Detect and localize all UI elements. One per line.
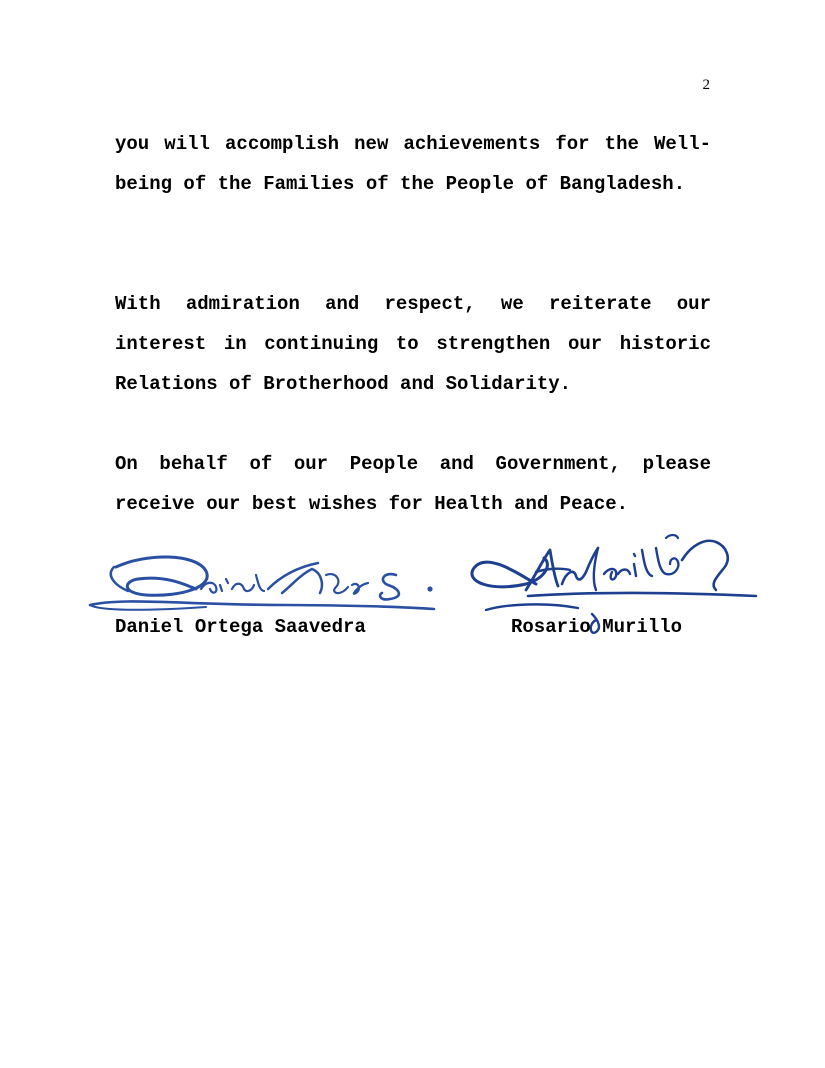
closing-paragraph-3: On behalf of our People and Government, please receive our best wishes for Health and Peace. — [115, 453, 711, 515]
page-number: 2 — [702, 77, 710, 93]
signature-daniel-ortega — [86, 545, 446, 620]
closing-paragraph-1: you will accomplish new achievements for the Well-being of the Families of the People of Bangladesh. — [115, 133, 711, 195]
signatory-name-rosario-murillo: Rosario Murillo — [511, 616, 683, 638]
signatory-name-daniel-ortega: Daniel Ortega Saavedra — [115, 616, 366, 638]
closing-paragraph-2: With admiration and respect, we reiterate our interest in continuing to strengthen our historic Relations of Brotherhood and Solidarity. — [115, 293, 711, 395]
